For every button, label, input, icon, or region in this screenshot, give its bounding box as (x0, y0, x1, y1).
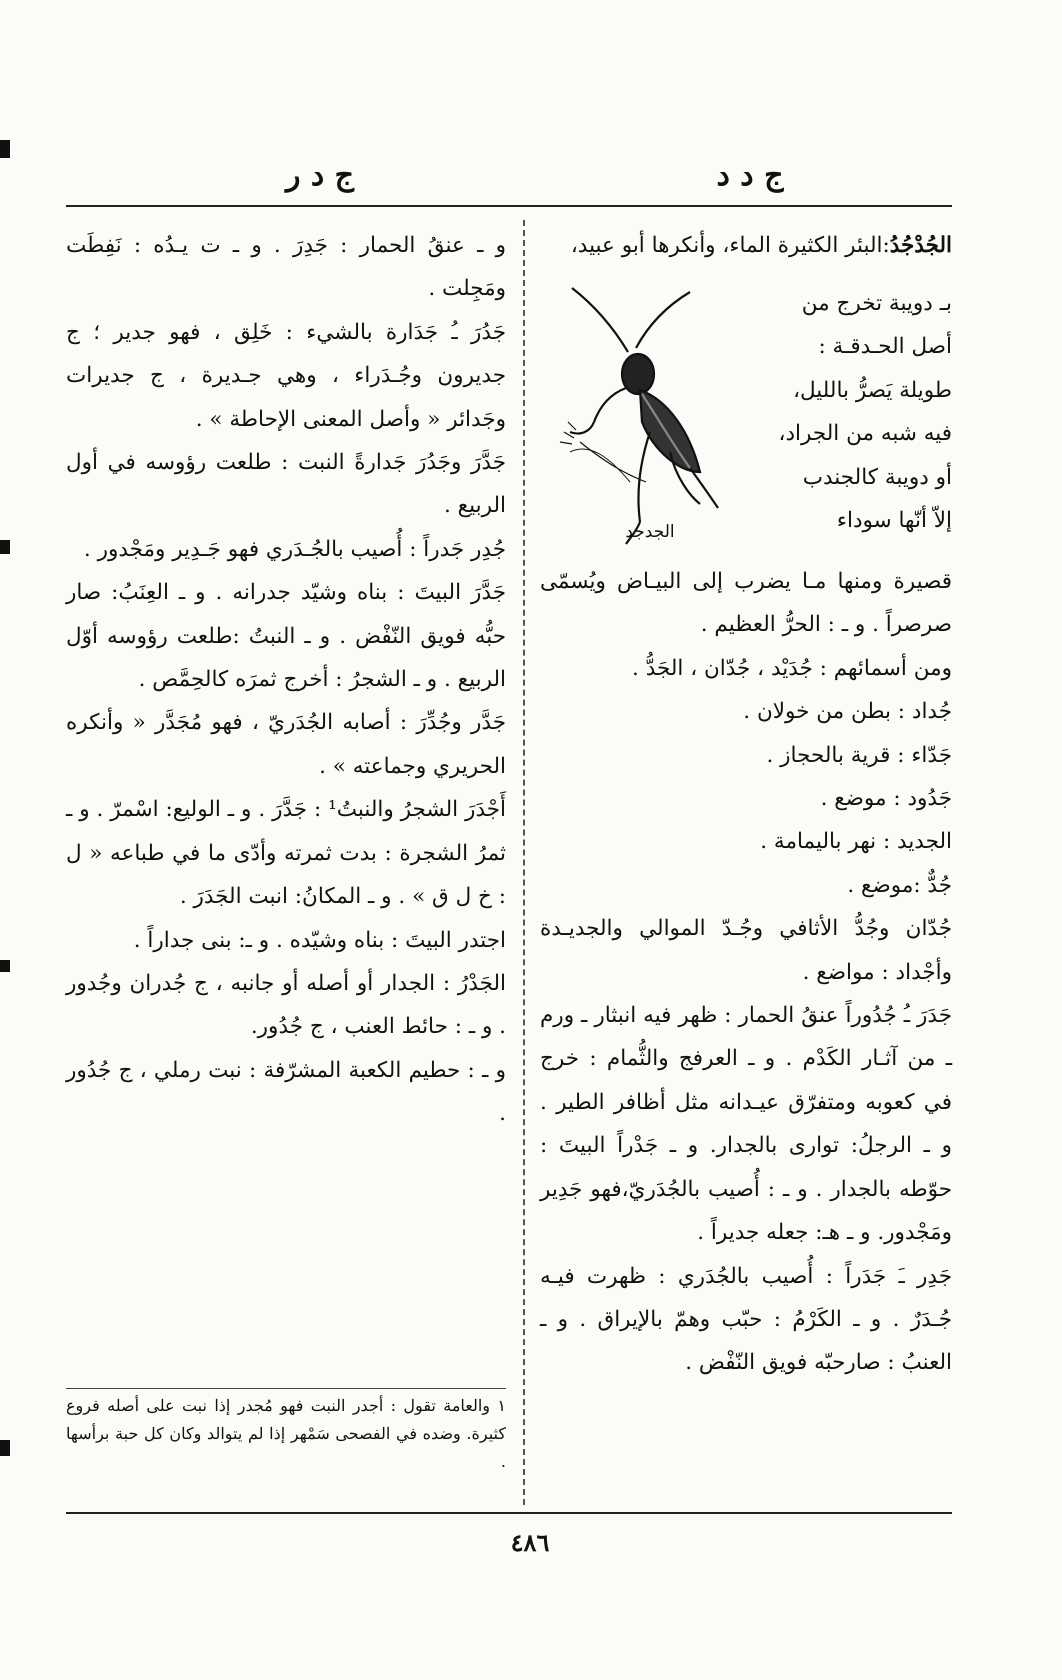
footnote-rule (66, 1388, 506, 1389)
right-column-entries (540, 560, 952, 1385)
scan-margin-mark (0, 1440, 10, 1456)
entry: جَدَّرَ البيتَ : بناه وشيّد جدرانه . و ـ العِنَبُ: صار حبُّه فويق النّفْض . و ـ النبتُ :طلعت رؤوسه أوّل الربيع . و ـ الشجرُ : أخرج ثمرَه كالحِمَّص . (66, 580, 506, 693)
entry-text-beside-figure: بـ دويبة تخرج من أصل الحـدقـة : طويلة يَصرُّ بالليل، فيه شبه من الجراد، أو دويبة كالجندب إلاّ أنّها سوداء (778, 291, 952, 534)
left-column-entries (66, 224, 506, 1136)
column-divider (523, 220, 525, 1505)
header-rule (66, 205, 952, 207)
right-column-first-line (540, 224, 952, 267)
entry: جُدٌّ :موضع . (847, 872, 952, 898)
figure-caption: الجدجد (625, 522, 675, 542)
entry: جُدّان وجُدُّ الأثافي وجُـدّ الموالي والجديـدة وأجْداد : مواضع . (540, 916, 952, 985)
footnote: ١ والعامة تقول : أجدر النبت فهو مُجدر إذا نبت على أصله فروع كثيرة. وضده في الفصحى سَمْهر إذا لم يتوالد وكان كل حبة برأسها . (66, 1396, 507, 1471)
scan-margin-mark (0, 540, 10, 554)
entry: جَدِر ـَ جَدَراً : أُصيب بالجُدَري : ظهرت فيـه جُـدَرٌ . و ـ الكَرْمُ : حبّب وهمّ بالإيراق . و ـ العنبُ : صارحبّه فويق النّفْض . (540, 1263, 952, 1376)
entry: جَدُرَ ـُ جَدَارة بالشيء : خَلِق ، فهو جدير ؛ ج جديرون وجُـدَراء ، وهي جـديرة ، ج جديرات وجَدائر « وأصل المعنى الإحاطة » . (66, 319, 506, 432)
entry: و ـ : حطيم الكعبة المشرّفة : نبت رملي ، ج جُدُور . (66, 1057, 506, 1127)
scan-margin-mark (0, 140, 10, 158)
page-number: ٤٨٦ (510, 1528, 550, 1557)
entry: الجديد : نهر باليمامة . (760, 829, 952, 855)
entry: قصيرة ومنها مـا يضرب إلى البيـاض ويُسمّى صرصراً . و ـ : الحرُّ العظيم . (540, 569, 952, 638)
cricket-illustration (550, 282, 760, 552)
entry: جُدِر جَدراً : أُصيب بالجُـدَري فهو جَـدِير ومَجْدور . (83, 536, 506, 562)
entry-first-line: الجُدْجُدُ:البئر الكثيرة الماء، وأنكرها أبو عبيد، (570, 233, 952, 258)
running-header-right: ج د د (716, 158, 784, 193)
footer-rule (66, 1512, 952, 1514)
running-header-left: ج د ر (285, 158, 355, 193)
entry: اجتدر البيتَ : بناه وشيّده . و ـ: بنى جداراً . (133, 927, 506, 953)
scan-margin-mark (0, 960, 10, 972)
entry: جَدَّر وجُدِّرَ : أصابه الجُدَريّ ، فهو مُجَدَّر « وأنكره الحريري وجماعته » . (66, 710, 506, 779)
entry: جَدَرَ ـُ جُدُوراً عنقُ الحمار : ظهر فيه انبثار ـ ورم ـ من آثـار الكَدْم . و ـ العرفج والثُّمام : خرج في كعوبه ومتفرّق عيـدانه مثل أظافر الطير . و ـ الرجلُ: توارى بالجدار. و ـ جَدْراً البيتَ : حوّطه بالجدار . و ـ : أُصيب بالجُدَريّ،فهو جَدِير ومَجْدور. و ـ هـ: جعله جديراً . (540, 1003, 952, 1246)
entry: و ـ عنقُ الحمار : جَدِرَ . و ـ ت يـدُه : نَفِطَت ومَجِلت . (66, 233, 506, 302)
entry: الجَدْرُ : الجدار أو أصله أو جانبه ، ج جُدران وجُدور . و ـ : حائط العنب ، ج جُدُور. (66, 970, 506, 1040)
entry: جُداد : بطن من خولان . (743, 699, 952, 725)
entry: جَدَّرَ وجَدُرَ جَدارةً النبت : طلعت رؤوسه في أول الربيع . (66, 450, 506, 519)
entry: أَجْدَرَ الشجرُ والنبتُ¹ : جَدَّرَ . و ـ الوليع: اسْمرّ . و ـ ثمرُ الشجرة : بدت ثمرته وأدّى ما في طباعه « ل : خ ل ق » . و ـ المكانُ: انبت الجَدَرَ . (66, 797, 506, 910)
entry: جَدُود : موضع . (820, 786, 952, 812)
headword: الجُدْجُدُ (889, 233, 952, 258)
entry: ومن أسمائهم : جُدَيْد ، جُدّان ، الجَدُّ . (632, 655, 952, 681)
entry: جَدّاء : قرية بالحجاز . (766, 742, 952, 768)
